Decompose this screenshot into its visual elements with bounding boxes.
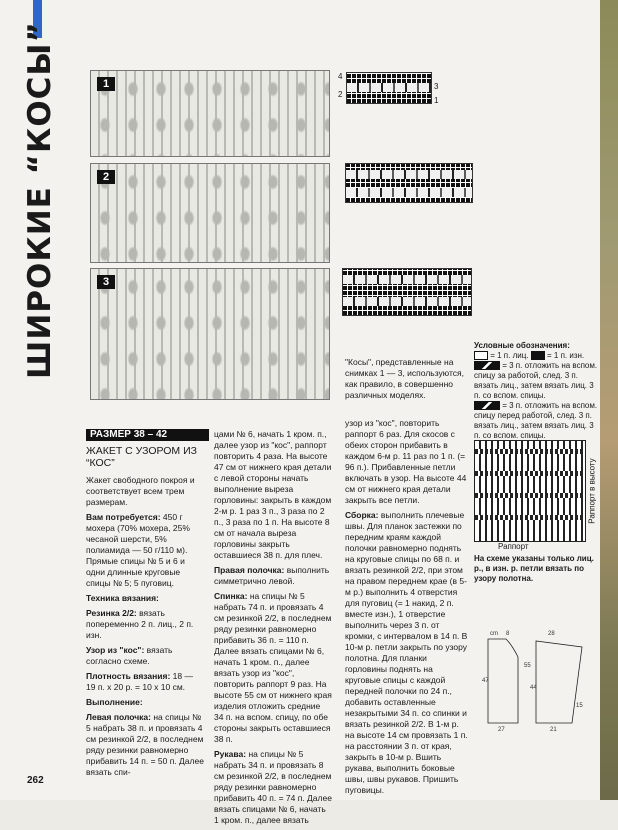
- back-text: на спицы № 5 набрать 74 п. и провязать 4 см резинкой 2/2, в последнем ряду резинки равномерно прибавить 36 п. = 110 п. Далее вязать спицами № 6, начать 1 кром. п., далее вязать узор из "кос", повторить раппорт 9 раз. На высоте 55 см от нижнего края изделия отложить средние 34 п. на вспом. спицу, по обе стороны закрыть оставшиеся 38 п.: [214, 591, 332, 744]
- rib-label: Резинка 2/2:: [86, 608, 137, 618]
- legend-purl: = 1 п. изн.: [547, 351, 585, 360]
- pattern-dim: 44: [530, 685, 537, 691]
- chart-row-number: 1: [434, 96, 439, 105]
- left-front-label: Левая полочка:: [86, 712, 151, 722]
- back-label: Спинка:: [214, 591, 248, 601]
- cable-schema-chart: [474, 440, 586, 542]
- garment-pattern-diagram: [484, 627, 594, 737]
- materials-label: Вам потребуется:: [86, 512, 161, 522]
- legend-knit: = 1 п. лиц.: [490, 351, 529, 360]
- technique-heading: Техника вязания:: [86, 593, 159, 603]
- page-number: 262: [27, 775, 44, 786]
- vertical-title: ШИРОКИЕ “КОСЫ”: [22, 21, 58, 379]
- schema-note: На схеме указаны только лиц. р., в изн. р. петли вязать по узору полотна.: [474, 554, 594, 583]
- left-front-continued: цами № 6, начать 1 кром. п., далее узор из "кос", раппорт повторить 4 раза. На высоте 47 см от нижнего края детали с левой стороны начать выполнение выреза горловины: закрыть в каждом 2-м р. 1 раз 3 п., 3 раза по 2 п., 3 раза по 1 п. На высоте 8 см от начала выреза горловины закрыть оставшиеся 38 п. для плеч.: [214, 429, 332, 560]
- pattern-dim: 28: [548, 631, 555, 637]
- knit-swatch-2: [90, 163, 330, 263]
- cable-pattern-label: Узор из "кос":: [86, 645, 145, 655]
- assembly-text: выполнить плечевые швы. Для планок застежки по передним краям каждой полочки равномерно поднять на круговые спицы по 68 п. и вязать резинкой 2/2, при этом на правом переднем крае (в 5-м р.) выполнить 4 отверстия для пуговиц (= 1 накид, 2 п. вместе изн.), 1 отверстие выполнить через 3 п. от кромки, с интервалом в 14 п. В 10-м р. петли закрыть по узору полотна. Для планки горловины поднять на круговые спицы с каждой передней полочки по 24 п., добавить оставленные незакрытыми 34 п. со спинки и вязать резинкой 2/2. В 1-м р. на высоте 14 см провязать 1 п. на расстоянии 3 п. от края, закрыть в 10-м р. Вшить рукава, выполнить боковые швы, швы рукавов. Пришить пуговицы.: [345, 510, 468, 795]
- background-photo-strip: [600, 0, 618, 800]
- right-front-label: Правая полочка:: [214, 565, 285, 575]
- legend-heading: Условные обозначения:: [474, 341, 570, 350]
- knit-stitch-symbol-icon: [474, 351, 488, 360]
- chart-3: [342, 268, 472, 316]
- text-column-2: [214, 429, 332, 830]
- chart-1: [346, 72, 432, 104]
- pattern-dim: 47: [482, 678, 489, 684]
- legend-cable-front: = 3 п. отложить на вспом. спицу перед работой, след. 3 п. вязать лиц., затем вязать лиц. 3 п. со вспом. спицы.: [474, 401, 598, 440]
- legend-cable-back: = 3 п. отложить на вспом. спицу за работой, след. 3 п. вязать лиц., затем вязать лиц. 3 п. со вспом. спицы.: [474, 361, 598, 400]
- density-text: 18 — 19 п. х 20 р. = 10 х 10 см.: [86, 671, 193, 692]
- rapport-height-label: Раппорт в высоту: [587, 458, 597, 524]
- rib-text: вязать попеременно 2 п. лиц., 2 п. изн.: [86, 608, 194, 640]
- cable-front-symbol-icon: [474, 401, 500, 410]
- pattern-dim: 15: [576, 703, 583, 709]
- pattern-dim: 21: [550, 727, 557, 733]
- legend: [474, 341, 600, 451]
- intro-text: Жакет свободного покроя и соответствует всем трем размерам.: [86, 475, 195, 507]
- text-column-3: [345, 418, 469, 800]
- size-bar: РАЗМЕР 38 – 42: [86, 429, 209, 441]
- density-label: Плотность вязания:: [86, 671, 171, 681]
- cable-back-symbol-icon: [474, 361, 500, 370]
- sleeves-label: Рукава:: [214, 749, 247, 759]
- cable-pattern-text: вязать согласно схеме.: [86, 645, 173, 666]
- pattern-dim: 55: [524, 663, 531, 669]
- assembly-label: Сборка:: [345, 510, 379, 520]
- execution-heading: Выполнение:: [86, 697, 143, 707]
- chart-row-number: 4: [338, 72, 343, 81]
- swatch-label: 1: [97, 77, 115, 91]
- left-front-text: на спицы № 5 набрать 38 п. и провязать 4 см резинкой 2/2, в последнем ряду резинки равномерно прибавить 14 п. = 50 п. Далее вязать спи-: [86, 712, 204, 777]
- right-front-text: выполнить симметрично левой.: [214, 565, 330, 586]
- photo-caption: "Косы", представленные на снимках 1 — 3, используются, как правило, в совершенно различных моделях.: [345, 357, 464, 400]
- swatch-label: 2: [97, 170, 115, 184]
- chart-2: [345, 163, 473, 203]
- pattern-dim: 8: [506, 631, 510, 637]
- knit-swatch-3: [90, 268, 330, 400]
- knit-swatch-1: [90, 70, 330, 157]
- chart-row-number: 2: [338, 90, 343, 99]
- article-heading: ЖАКЕТ С УЗОРОМ ИЗ “КОС”: [86, 445, 197, 469]
- purl-stitch-symbol-icon: [531, 351, 545, 360]
- materials-text: 450 г мохера (70% мохера, 25% чесаной шерсти, 5% полиамида — 50 г/110 м). Прямые спицы № 5 и 6 и одни длинные круговые спицы № 5; 5 пуговиц.: [86, 512, 190, 588]
- pattern-cm-label: cm: [490, 631, 498, 637]
- sleeves-continued: узор из "кос", повторить раппорт 6 раз. Для скосов с обеих сторон прибавить в каждом 6-м р. 11 раз по 1 п. (= 96 п.). Прибавленные петли включать в узор. На высоте 44 см от нижнего края детали закрыть все петли.: [345, 418, 467, 505]
- rapport-label: Раппорт: [498, 542, 529, 551]
- pattern-dim: 27: [498, 727, 505, 733]
- swatch-label: 3: [97, 275, 115, 289]
- chart-row-number: 3: [434, 82, 439, 91]
- sleeves-text: на спицы № 5 набрать 34 п. и провязать 8 см резинкой 2/2, в последнем ряду резинки равномерно прибавить 40 п. = 74 п. Далее вязать спицами № 6, начать 1 кром. п., далее вязать: [214, 749, 332, 825]
- text-column-1: [86, 445, 204, 782]
